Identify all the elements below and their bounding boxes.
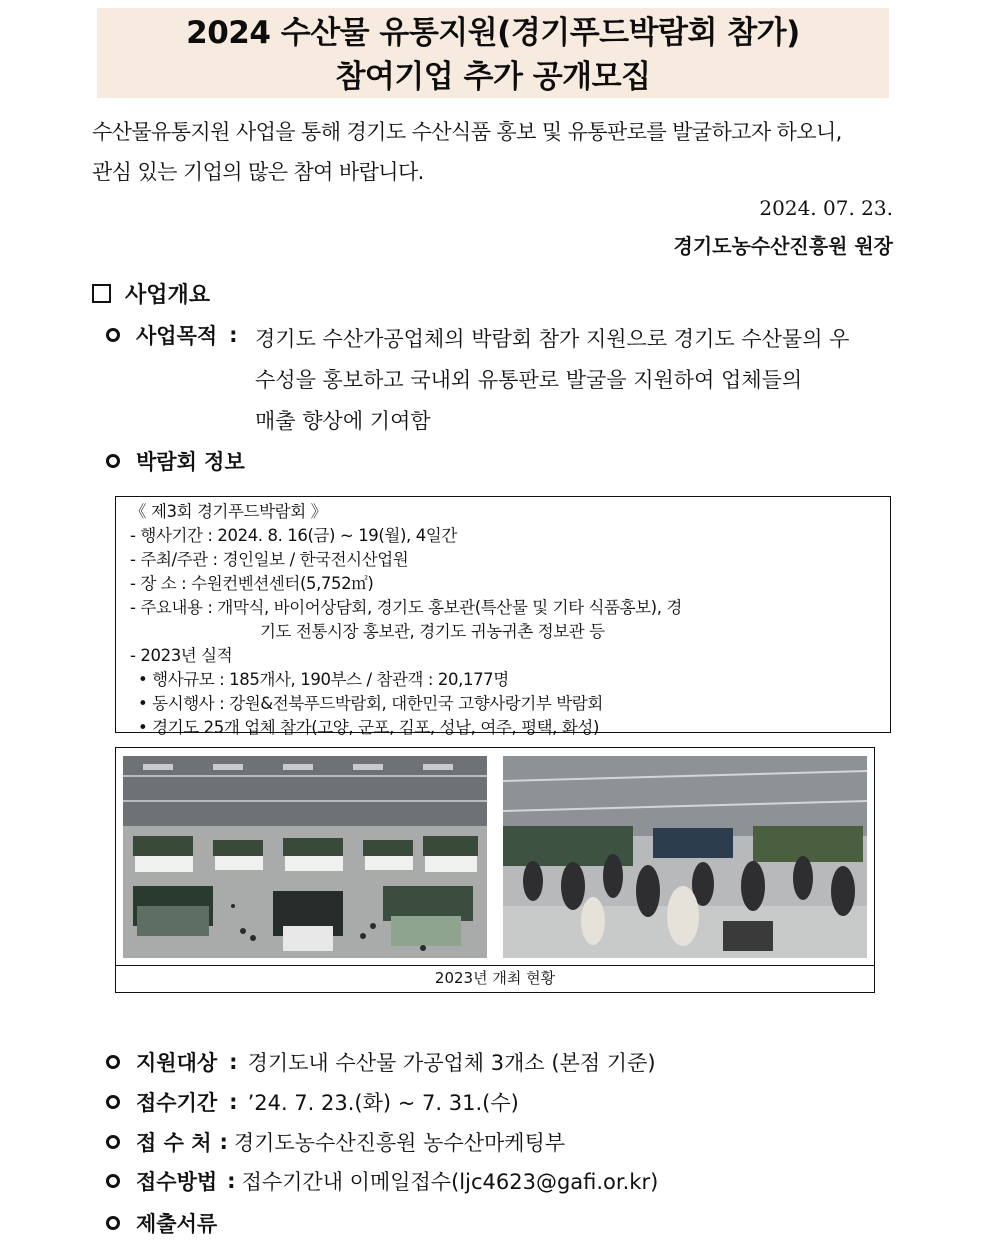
document-date: 2024. 07. 23. [759,196,893,220]
colon: : [219,1130,228,1154]
circle-bullet-icon [106,1055,120,1069]
method-value: 접수기간내 이메일접수(ljc4623@gafi.or.kr) [241,1170,659,1194]
colon: : [229,1050,238,1074]
intro-line-1: 수산물유통지원 사업을 통해 경기도 수산식품 홍보 및 유통판로를 발굴하고자 하오니, [92,120,842,144]
square-bullet-icon [92,284,111,303]
expo-result-heading: - 2023년 실적 [130,646,233,665]
expo-host: - 주최/주관 : 경인일보 / 한국전시산업원 [130,550,409,569]
expo-period: - 행사기간 : 2024. 8. 16(금) ~ 19(월), 4일간 [130,526,457,545]
colon: : [229,1090,238,1114]
caption-divider [116,965,874,966]
circle-bullet-icon [106,1216,120,1230]
expo-photo-overview [123,756,487,958]
purpose-body [255,319,892,442]
expo-info-box [115,496,891,737]
documents-label: 제출서류 [136,1212,218,1236]
expo-concurrent: • 동시행사 : 강원&전북푸드박람회, 대한민국 고향사랑기부 박람회 [138,694,603,713]
circle-bullet-icon [106,1135,120,1149]
target-value: 경기도내 수산물 가공업체 3개소 (본점 기준) [247,1051,656,1075]
circle-bullet-icon [106,328,120,342]
title-line-1: 2024 수산물 유통지원(경기푸드박람회 참가) [186,15,800,51]
intro-paragraph [92,112,892,192]
expo-scale: • 행사규모 : 185개사, 190부스 / 참관객 : 20,177명 [138,670,509,689]
method-item [106,1166,658,1196]
purpose-label: 사업목적 [136,324,218,348]
office-item [106,1127,565,1157]
purpose-item [106,320,248,350]
purpose-line-1: 경기도 수산가공업체의 박람회 참가 지원으로 경기도 수산물의 우 [255,327,850,351]
expo-companies: • 경기도 25개 업체 참가(고양, 군포, 김포, 성남, 여주, 평택, 화성) [138,718,599,737]
expo-info-item [106,446,245,476]
signer: 경기도농수산진흥원 원장 [673,234,893,258]
expo-photo-crowd [503,756,867,958]
section-heading [92,278,210,309]
expo-venue: - 장 소 : 수원컨벤션센터(5,752㎡) [130,574,374,593]
purpose-line-2: 수성을 홍보하고 국내외 유통판로 발굴을 지원하여 업체들의 [255,368,803,392]
photo-panel [115,747,875,993]
title-banner [97,8,889,98]
target-item [106,1047,656,1077]
period-label: 접수기간 [136,1091,218,1115]
target-label: 지원대상 [136,1051,218,1075]
office-label: 접 수 처 [136,1131,212,1155]
expo-content-2: 기도 전통시장 홍보관, 경기도 귀농귀촌 정보관 등 [260,622,605,641]
colon: : [227,1169,236,1193]
purpose-line-3: 매출 향상에 기여함 [255,409,431,433]
period-item [106,1087,519,1117]
office-value: 경기도농수산진흥원 농수산마케팅부 [233,1131,566,1155]
colon: : [229,323,238,347]
circle-bullet-icon [106,1095,120,1109]
title-line-2: 참여기업 추가 공개모집 [335,59,651,95]
expo-info-label: 박람회 정보 [136,450,245,474]
section-title: 사업개요 [125,283,211,308]
expo-heading: 《 제3회 경기푸드박람회 》 [130,502,327,521]
circle-bullet-icon [106,1174,120,1188]
period-value: ’24. 7. 23.(화) ~ 7. 31.(수) [247,1091,519,1115]
method-label: 접수방법 [136,1170,218,1194]
documents-item [106,1208,217,1238]
intro-line-2: 관심 있는 기업의 많은 참여 바랍니다. [92,160,424,184]
photo-caption: 2023년 개최 현황 [434,969,556,987]
circle-bullet-icon [106,454,120,468]
expo-content-1: - 주요내용 : 개막식, 바이어상담회, 경기도 홍보관(특산물 및 기타 식품홍보), 경 [130,598,682,617]
